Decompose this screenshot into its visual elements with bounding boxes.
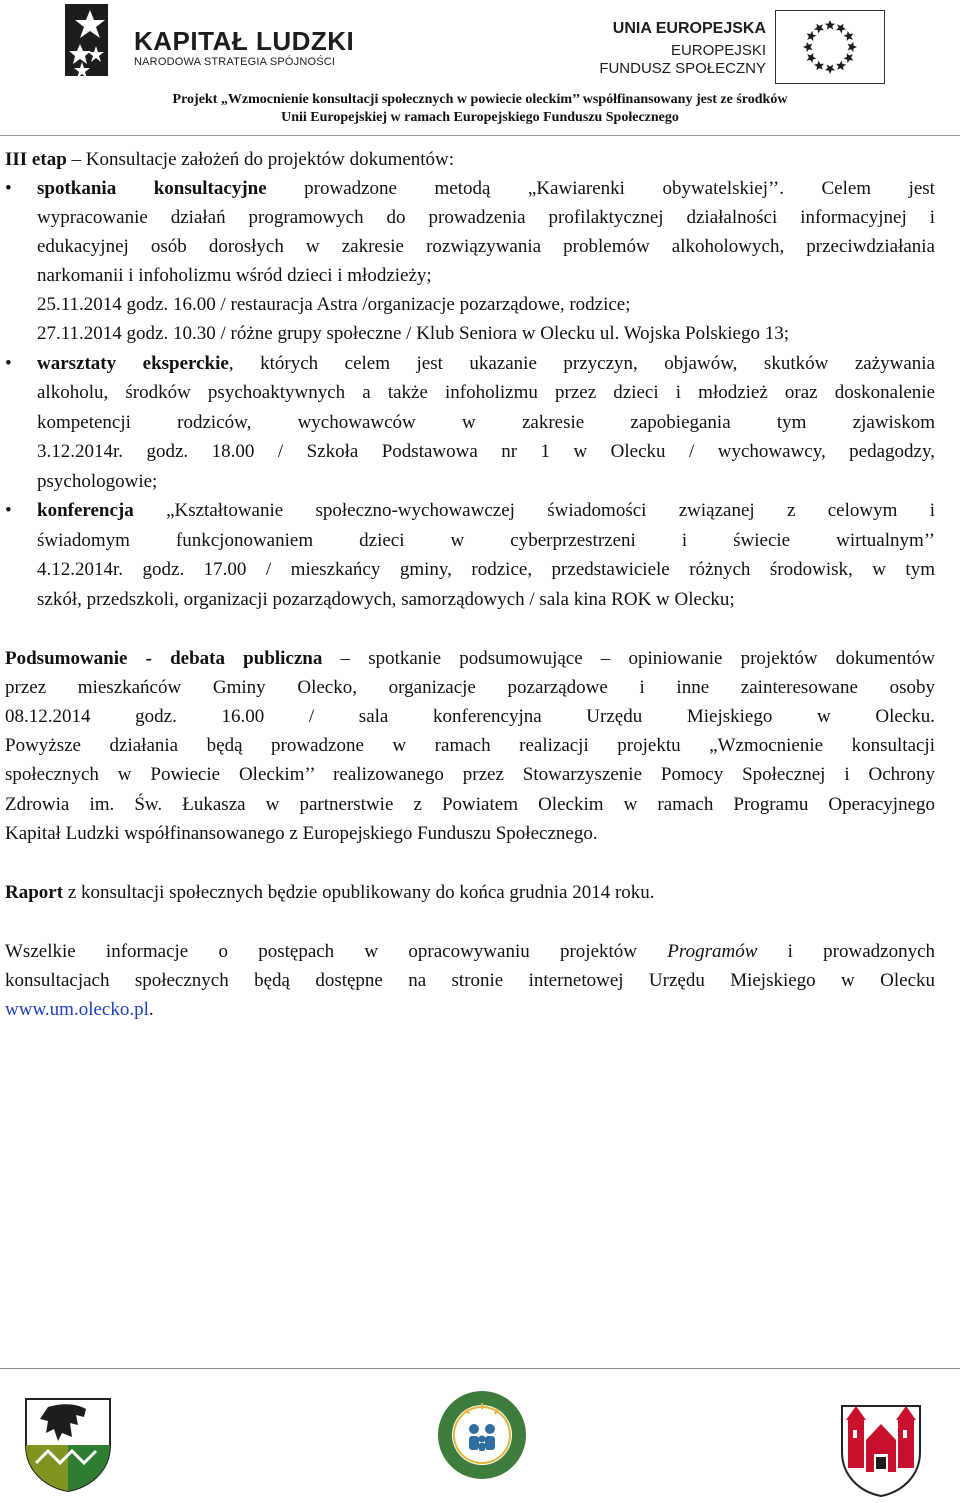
bullet-icon: • (5, 500, 12, 521)
conference-line-1 (37, 496, 935, 525)
kapital-ludzki-title: KAPITAŁ LUDZKI (134, 26, 355, 56)
meetings-line-1 (37, 174, 935, 203)
info-line-1-end: i prowadzonych (787, 941, 935, 962)
bullet-icon: • (5, 178, 12, 199)
eu-title: UNIA EUROPEJSKA (612, 20, 766, 37)
workshops-line-3: kompetencji rodziców, wychowawców w zakresie zapobiegania tym zjawiskom (37, 412, 935, 433)
meetings-word: obywatelskiej’’. (662, 178, 784, 199)
kapital-ludzki-star-icon (60, 2, 120, 82)
report-lead: Raport (5, 882, 64, 903)
olecko-county-coat-of-arms-icon (18, 1393, 118, 1493)
meetings-word: Celem (821, 178, 872, 199)
conference-lead: konferencja (37, 500, 134, 521)
conference-line-2: świadomym funkcjonowaniem dzieci w cyberprzestrzeni i świecie wirtualnym’’ (37, 530, 935, 551)
conference-line-4: szkół, przedszkoli, organizacji pozarządowych, samorządowych / sala kina ROK w Olecku; (37, 589, 735, 610)
workshops-line-1 (37, 349, 935, 378)
meetings-word: spotkania (37, 178, 117, 199)
report-paragraph (5, 878, 935, 907)
meetings-line-6: 27.11.2014 godz. 10.30 / różne grupy społeczne / Klub Seniora w Olecku ul. Wojska Polskiego 13; (37, 323, 790, 344)
meetings-line-2: wypracowanie działań programowych do prowadzenia profilaktycznej działalności informacyjnej i (37, 207, 935, 228)
summary-line-5: społecznych w Powiecie Oleckim’’ realizowanego przez Stowarzyszenie Pomocy Społecznej i Ochrony (5, 764, 935, 785)
workshops-lead: warsztaty eksperckie (37, 353, 229, 374)
summary-line-2: przez mieszkańców Gminy Olecko, organizacje pozarządowe i inne zainteresowane osoby (5, 677, 935, 698)
kapital-ludzki-subtitle: NARODOWA STRATEGIA SPÓJNOŚCI (134, 56, 336, 68)
summary-line-1 (5, 644, 935, 673)
olecko-town-coat-of-arms-icon (836, 1402, 926, 1498)
meetings-word: konsultacyjne (153, 178, 267, 199)
kapital-ludzki-logo (62, 2, 355, 84)
meetings-line-5: 25.11.2014 godz. 16.00 / restauracja Astra /organizacje pozarządowe, rodzice; (37, 294, 631, 315)
summary-line-3: 08.12.2014 godz. 16.00 / sala konferencyjna Urzędu Miejskiego w Olecku. (5, 706, 935, 727)
conference-line-1-rest: „Kształtowanie społeczno-wychowawczej świadomości związanej z celowym i (133, 500, 935, 521)
summary-lead: Podsumowanie - debata publiczna (5, 648, 323, 669)
project-header-line-1: Projekt „Wzmocnienie konsultacji społecznych w powiecie oleckim’’ współfinansowany jest ze środków (172, 92, 788, 107)
stage-heading (5, 145, 905, 174)
conference-line-3: 4.12.2014r. godz. 17.00 / mieszkańcy gminy, rodzice, przedstawiciele różnych środowisk, w tym (37, 559, 935, 580)
page-header (0, 0, 960, 140)
workshops-line-5: psychologowie; (37, 471, 158, 492)
workshops-line-4: 3.12.2014r. godz. 18.00 / Szkoła Podstawowa nr 1 w Olecku / wychowawcy, pedagodzy, (37, 441, 935, 462)
meetings-word: „Kawiarenki (527, 178, 625, 199)
header-divider (0, 135, 960, 136)
association-round-seal-icon (436, 1389, 528, 1481)
summary-line-1-rest: – spotkanie podsumowujące – opiniowanie projektów dokumentów (322, 648, 935, 669)
stage-label: III etap (5, 149, 67, 170)
eu-efs-logo (598, 10, 898, 90)
project-header-line-2: Unii Europejskiej w ramach Europejskiego Funduszu Społecznego (281, 110, 679, 125)
meetings-word: metodą (434, 178, 491, 199)
footer-divider (0, 1368, 960, 1369)
info-line-3 (5, 995, 935, 1024)
workshops-line-1-rest: , których celem jest ukazanie przyczyn, objawów, skutków zażywania (228, 353, 935, 374)
meetings-line-4: narkomanii i infoholizmu wśród dzieci i młodzieży; (37, 265, 432, 286)
eu-flag-icon (775, 10, 885, 84)
summary-line-6: Zdrowia im. Św. Łukasza w partnerstwie z Powiatem Oleckim w ramach Programu Operacyjnego (5, 794, 935, 815)
info-line-2: konsultacjach społecznych będą dostępne na stronie internetowej Urzędu Miejskiego w Olecku (5, 970, 935, 991)
summary-line-7: Kapitał Ludzki współfinansowanego z Europejskiego Funduszu Społecznego. (5, 823, 598, 844)
info-line-1 (5, 937, 935, 966)
eu-subtitle-1: EUROPEJSKI (670, 42, 766, 59)
info-period: . (148, 999, 154, 1020)
website-link[interactable]: www.um.olecko.pl (5, 999, 149, 1020)
report-rest: z konsultacji społecznych będzie opublikowany do końca grudnia 2014 roku. (63, 882, 655, 903)
bullet-icon: • (5, 353, 12, 374)
meetings-line-3: edukacyjnej osób dorosłych w zakresie rozwiązywania problemów alkoholowych, przeciwdziałania (37, 236, 935, 257)
eu-subtitle-2: FUNDUSZ SPOŁECZNY (599, 60, 766, 77)
workshops-line-2: alkoholu, środków psychoaktywnych a także infoholizmu przez dzieci i młodzież oraz doskonalenie (37, 382, 935, 403)
info-italic-programs: Programów (667, 941, 758, 962)
meetings-word: prowadzone (304, 178, 397, 199)
stage-description: – Konsultacje założeń do projektów dokumentów: (66, 149, 455, 170)
info-line-1-start: Wszelkie informacje o postępach w opracowywaniu projektów (5, 941, 638, 962)
summary-line-4: Powyższe działania będą prowadzone w ramach realizacji projektu „Wzmocnienie konsultacji (5, 735, 935, 756)
meetings-word: jest (908, 178, 935, 199)
